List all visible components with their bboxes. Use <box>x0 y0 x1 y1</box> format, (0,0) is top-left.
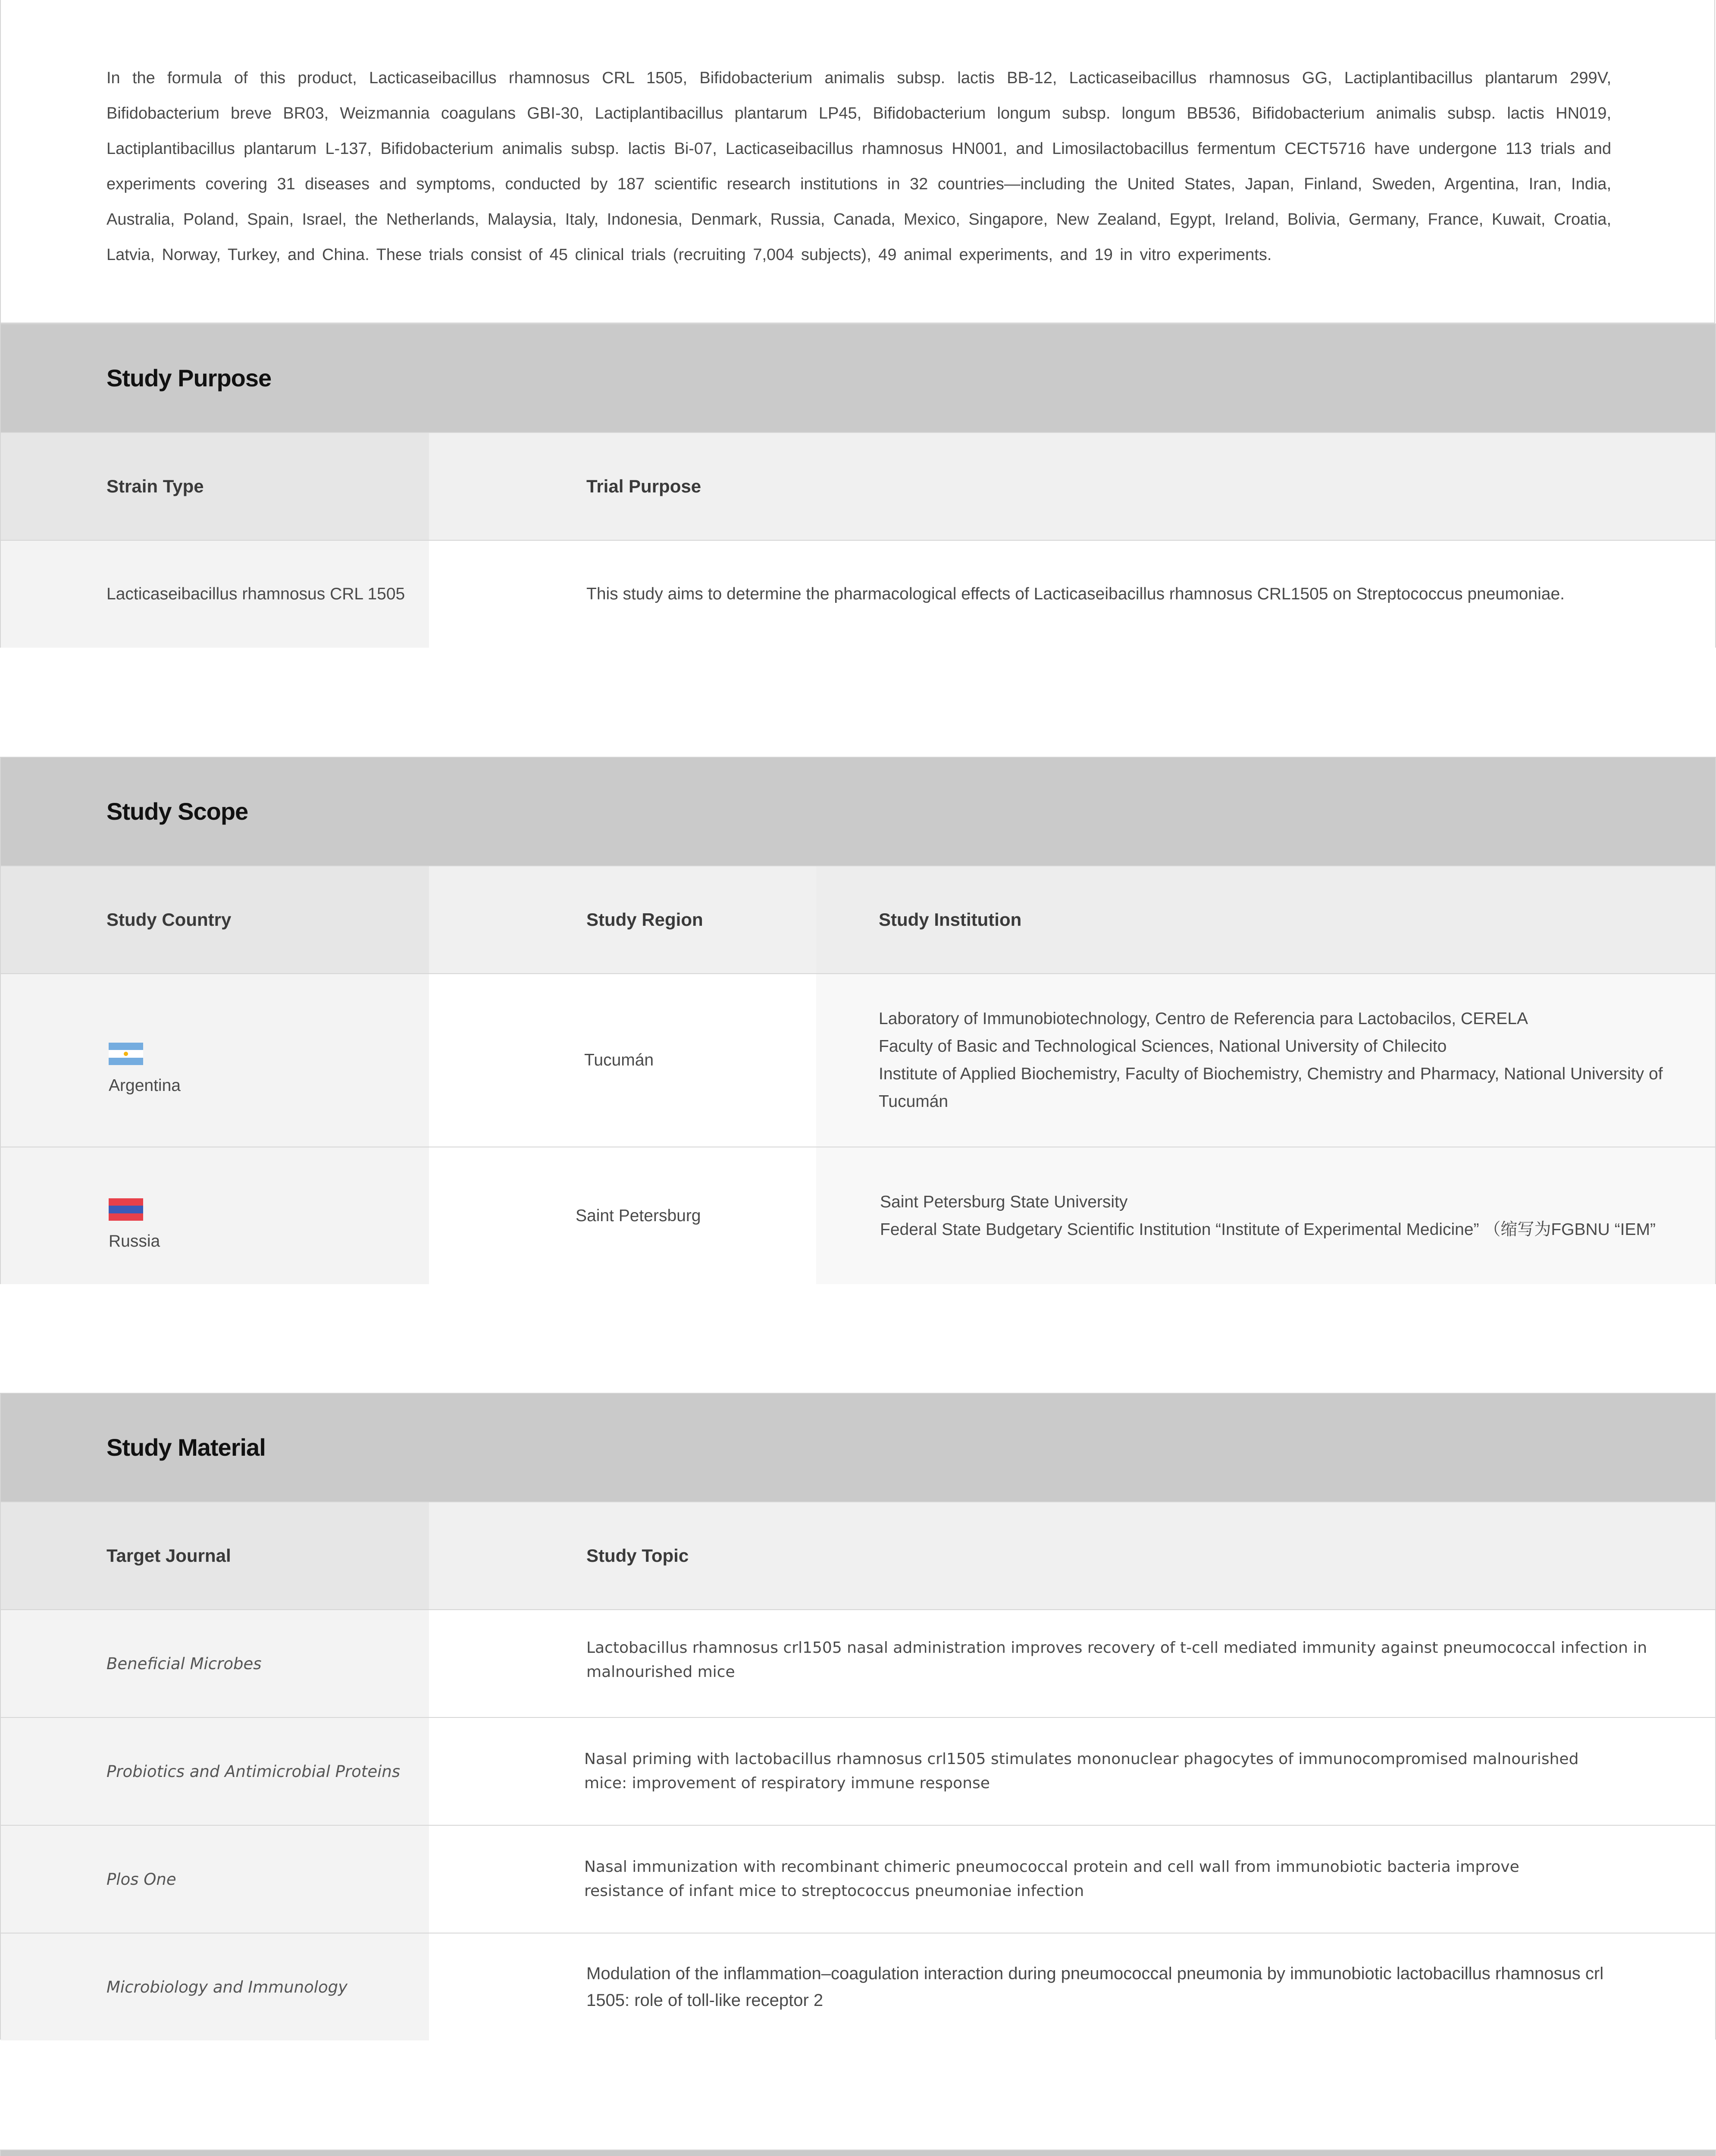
intro-text: In the formula of this product, Lacticaseibacillus rhamnosus CRL 1505, Bifidobacterium animalis subsp. lactis BB-12, Lacticaseibacillus rhamnosus GG, Lactiplantibacillus plantarum 299V, Bifidobacterium breve BR03, Weizmannia coagulans GBI-30, Lactiplantibacillus plantarum LP45, Bifidobacterium longum subsp. longum BB536, Bifidobacterium animalis subsp. lactis HN019, Lactiplantibacillus plantarum L-137, Bifidobacterium animalis subsp. lactis Bi-07, Lacticaseibacillus rhamnosus HN001, and Limosilactobacillus fermentum CECT5716 have undergone 113 trials and experiments covering 31 diseases and symptoms, conducted by 187 scientific research institutions in 32 countries—including the United States, Japan, Finland, Sweden, Argentina, Iran, India, Australia, Poland, Spain, Israel, the Netherlands, Malaysia, Italy, Indonesia, Denmark, Russia, Canada, Mexico, Singapore, New Zealand, Egypt, Ireland, Bolivia, Germany, France, Kuwait, Croatia, Latvia, Norway, Turkey, and China. These trials consist of 45 clinical trials (recruiting 7,004 subjects), 49 animal experiments, and 19 in vitro experiments. <box>106 69 1611 264</box>
institution-line: Laboratory of Immunobiotechnology, Centro de Referencia para Lactobacilos, CERELA <box>879 1009 1528 1028</box>
study-scope-section <box>0 757 1716 1284</box>
section-header <box>1 758 1715 865</box>
country-name: Russia <box>109 1232 160 1250</box>
section-header <box>1 1394 1715 1501</box>
table-row <box>1 1933 1715 2040</box>
institution-line: Saint Petersburg State University <box>880 1192 1128 1211</box>
section-header <box>1 2150 1715 2156</box>
topic-cell: Nasal priming with lactobacillus rhamnosus crl1505 stimulates mononuclear phagocytes of immunocompromised malnourished mice: improvement of respiratory immune response <box>429 1718 1715 1825</box>
column-header-region: Study Region <box>429 866 816 973</box>
column-header-journal: Target Journal <box>1 1502 429 1609</box>
table-row <box>1 1147 1715 1284</box>
institution-line: Faculty of Basic and Technological Sciences, National University of Chilecito <box>879 1037 1447 1056</box>
journal-cell: Probiotics and Antimicrobial Proteins <box>1 1718 429 1825</box>
table-header-row <box>1 865 1715 973</box>
purpose-cell: This study aims to determine the pharmacological effects of Lacticaseibacillus rhamnosus CRL1505 on Streptococcus pneumoniae. <box>429 541 1715 648</box>
russia-flag-icon <box>109 1198 143 1221</box>
topic-cell: Nasal immunization with recombinant chimeric pneumococcal protein and cell wall from immunobiotic bacteria improve resistance of infant mice to streptococcus pneumoniae infection <box>429 1826 1715 1933</box>
table-header-row <box>1 432 1715 540</box>
country-cell <box>1 974 429 1147</box>
study-material-section <box>0 1393 1716 2040</box>
column-header-strain: Strain Type <box>1 433 429 540</box>
column-header-topic: Study Topic <box>429 1502 1715 1609</box>
section-title: Study Material <box>106 1434 266 1461</box>
table-row <box>1 1609 1715 1717</box>
country-cell <box>1 1147 429 1284</box>
table-row <box>1 1717 1715 1825</box>
institution-line: Federal State Budgetary Scientific Institution “Institute of Experimental Medicine” （缩写为FGBNU “IEM” <box>880 1220 1656 1239</box>
study-purpose-section <box>0 323 1716 648</box>
topic-cell: Lactobacillus rhamnosus crl1505 nasal administration improves recovery of t-cell mediated immunity against pneumococcal infection in malnourished mice <box>429 1610 1715 1717</box>
country-name: Argentina <box>109 1076 181 1095</box>
intro-panel <box>0 0 1715 323</box>
journal-cell: Beneficial Microbes <box>1 1610 429 1717</box>
section-header <box>1 324 1715 432</box>
study-sample-section <box>0 2150 1716 2156</box>
journal-cell: Plos One <box>1 1826 429 1933</box>
column-header-country: Study Country <box>1 866 429 973</box>
region-cell: Saint Petersburg <box>429 1147 816 1284</box>
institution-cell <box>816 974 1715 1147</box>
section-title: Study Purpose <box>106 364 272 392</box>
column-header-institution: Study Institution <box>816 866 1715 973</box>
table-row <box>1 540 1715 648</box>
journal-cell: Microbiology and Immunology <box>1 1934 429 2040</box>
section-title: Study Scope <box>106 798 248 825</box>
section-title <box>106 2150 272 2156</box>
institution-cell <box>816 1147 1715 1284</box>
table-header-row <box>1 1501 1715 1609</box>
topic-cell: Modulation of the inflammation–coagulation interaction during pneumococcal pneumonia by immunobiotic lactobacillus rhamnosus crl 1505: role of toll-like receptor 2 <box>429 1934 1715 2040</box>
region-cell: Tucumán <box>429 974 816 1147</box>
column-header-purpose: Trial Purpose <box>429 433 1715 540</box>
institution-line: Institute of Applied Biochemistry, Faculty of Biochemistry, Chemistry and Pharmacy, National University of Tucumán <box>879 1065 1663 1111</box>
table-row <box>1 1825 1715 1933</box>
table-row <box>1 973 1715 1147</box>
strain-cell: Lacticaseibacillus rhamnosus CRL 1505 <box>1 541 429 648</box>
argentina-flag-icon <box>109 1043 143 1065</box>
